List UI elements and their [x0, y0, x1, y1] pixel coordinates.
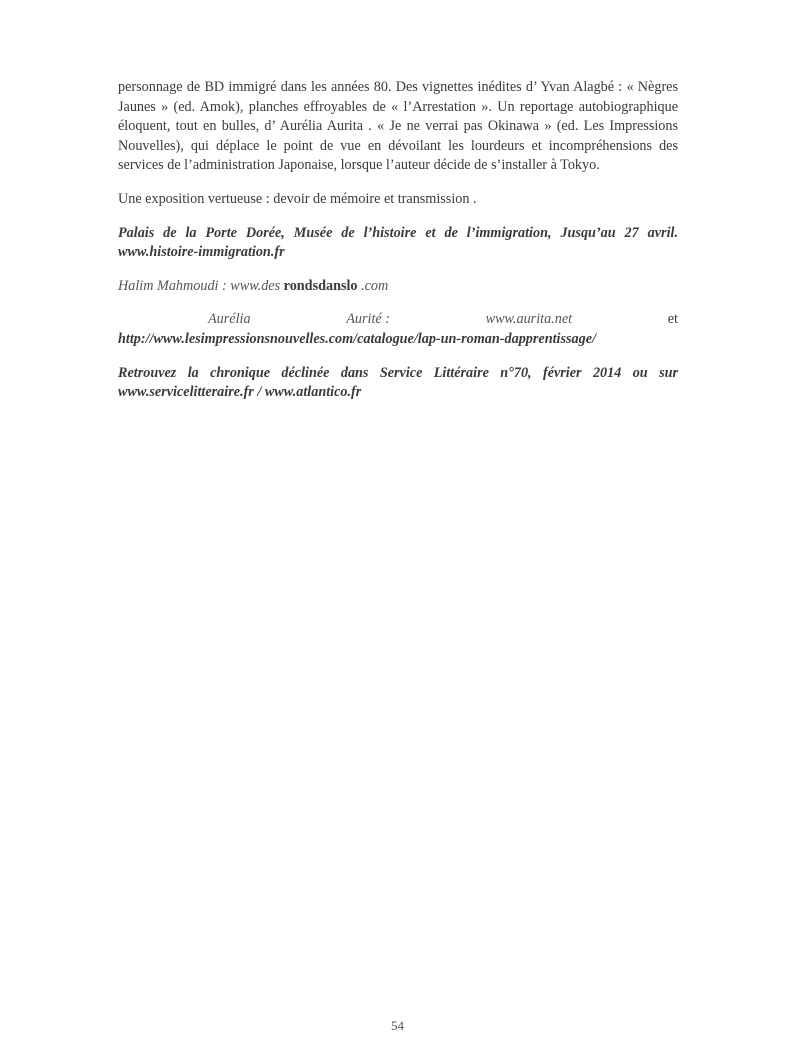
- halim-credit-prefix: Halim Mahmoudi : www.des: [118, 277, 284, 294]
- halim-credit: [118, 277, 678, 297]
- halim-credit-suffix: .com: [357, 277, 389, 294]
- chronicle-info: Retrouvez la chronique déclinée dans Service Littéraire n°70, février 2014 ou sur www.servicelitteraire.fr / www.atlantico.fr: [118, 364, 678, 401]
- aurelia-surname: Aurité :: [346, 311, 390, 328]
- venue-info: Palais de la Porte Dorée, Musée de l’histoire et de l’immigration, Jusqu’au 27 avril. www.histoire-immigration.fr: [118, 224, 678, 261]
- paragraph-exhibition-summary: Une exposition vertueuse : devoir de mémoire et transmission .: [118, 190, 477, 207]
- aurelia-name: Aurélia: [208, 311, 251, 328]
- aurelia-site-link[interactable]: www.aurita.net: [485, 311, 573, 328]
- aurelia-and: et: [667, 311, 678, 328]
- aurelia-url-link[interactable]: http://www.lesimpressionsnouvelles.com/catalogue/lap-un-roman-dapprentissage/: [118, 330, 596, 347]
- paragraph-exhibition-description: personnage de BD immigré dans les années 80. Des vignettes inédites d’ Yvan Alagbé : « Nègres Jaunes » (ed. Amok), planches effroyables de « l’Arrestation ». Un reportage autobiographique éloquent, tout en bulles, d’ Aurélia Aurita . « Je ne verrai pas Okinawa » (ed. Les Impressions Nouvelles), qui déplace le point de vue en dévoilant les lourdeurs et incompréhensions des services de l’administration Japonaise, lorsque l’auteur décide de s’installer à Tokyo.: [118, 79, 678, 174]
- page-number: 54: [391, 1018, 404, 1033]
- aurelia-credit-line: [118, 310, 678, 330]
- halim-credit-bold: rondsdanslo: [283, 277, 358, 294]
- aurelia-credit: [118, 310, 678, 349]
- document-body: [118, 78, 678, 403]
